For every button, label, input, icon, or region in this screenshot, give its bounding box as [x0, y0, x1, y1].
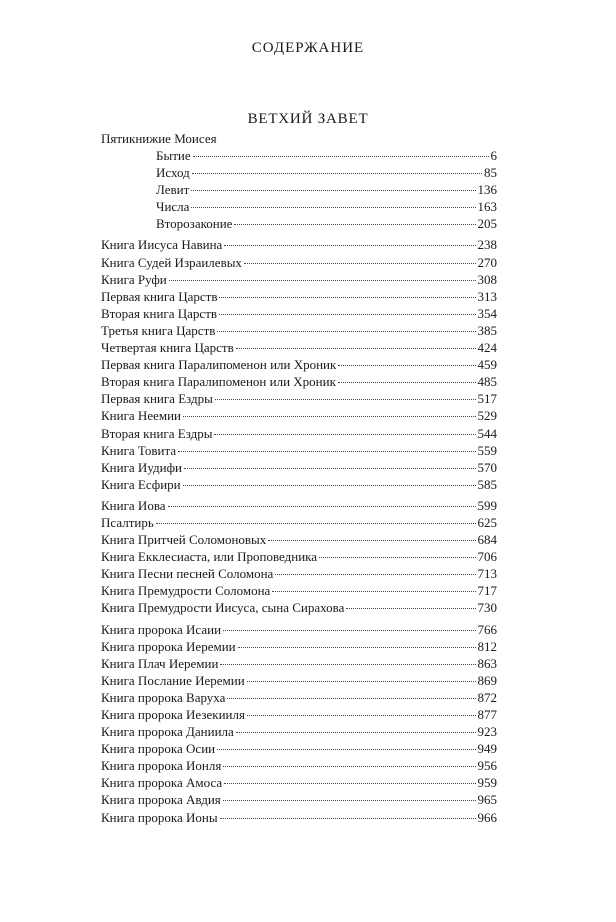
toc-entry-title: Первая книга Ездры: [101, 391, 213, 407]
toc-entry[interactable]: [101, 164, 497, 181]
toc-entry-title: Книга пророка Осии: [101, 741, 216, 757]
toc-entry-page: 599: [477, 497, 497, 513]
toc-entry-title: Книга пророка Иеремии: [101, 638, 236, 654]
toc-entry-title: Книга Плач Иеремии: [101, 655, 219, 671]
dot-leader: [214, 433, 475, 435]
toc-entry-title: Книга Судей Израилевых: [101, 254, 242, 270]
toc-entry[interactable]: [101, 339, 497, 356]
table-of-contents: [101, 130, 497, 830]
toc-entry-page: 966: [477, 809, 497, 825]
toc-entry-title: Левит: [156, 182, 190, 198]
toc-entry[interactable]: [101, 689, 497, 706]
toc-entry[interactable]: [101, 548, 497, 565]
dot-leader: [224, 782, 475, 784]
dot-leader: [223, 799, 476, 801]
dot-leader: [244, 262, 476, 264]
toc-entry-title: Книга Екклесиаста, или Проповедника: [101, 549, 318, 565]
toc-entry-title: Книга пророка Ионы: [101, 809, 218, 825]
toc-entry-page: 529: [477, 408, 497, 424]
toc-entry[interactable]: [101, 514, 497, 531]
dot-leader: [191, 189, 475, 191]
dot-leader: [220, 663, 475, 665]
pentateuch-group: [101, 130, 497, 232]
toc-entry-page: 313: [477, 288, 497, 304]
dot-leader: [183, 484, 476, 486]
toc-entry-page: 872: [477, 689, 497, 705]
toc-entry[interactable]: [101, 774, 497, 791]
toc-entry-page: 308: [477, 271, 497, 287]
toc-entry-page: 730: [477, 600, 497, 616]
toc-entry-page: 877: [477, 707, 497, 722]
toc-entry-title: Книга пророка Ионля: [101, 758, 222, 774]
toc-entry-page: 238: [477, 237, 497, 253]
toc-entry-page: 625: [477, 514, 497, 530]
pentateuch-items: [101, 147, 497, 232]
toc-entry-title: Книга Неемии: [101, 408, 182, 424]
toc-entry[interactable]: [101, 271, 497, 288]
dot-leader: [223, 629, 475, 631]
dot-leader: [183, 415, 475, 417]
dot-leader: [319, 556, 475, 558]
dot-leader: [191, 206, 475, 208]
toc-entry-title: Книга Послание Иеремии: [101, 672, 245, 688]
toc-entry-page: 956: [477, 758, 497, 774]
toc-entry[interactable]: [101, 407, 497, 424]
toc-entry-title: Вторая книга Паралипоменон или Хроник: [101, 374, 336, 390]
dot-leader: [184, 467, 476, 469]
toc-entry[interactable]: [101, 638, 497, 655]
toc-entry[interactable]: [101, 288, 497, 305]
toc-entry[interactable]: [101, 181, 497, 198]
toc-entry-title: Книга пророка Исаии: [101, 621, 222, 637]
toc-entry-page: 923: [477, 724, 497, 740]
toc-entry[interactable]: [101, 672, 497, 689]
toc-entry-title: Книга пророка Амоса: [101, 775, 223, 791]
toc-entry-title: Книга пророка Авдия: [101, 792, 221, 808]
toc-entry-page: 766: [477, 621, 497, 637]
dot-leader: [215, 398, 476, 400]
dot-leader: [193, 155, 489, 157]
dot-leader: [156, 522, 476, 524]
toc-entry-page: 354: [477, 305, 497, 321]
toc-entry-page: 965: [477, 792, 497, 808]
toc-entry[interactable]: [101, 706, 497, 723]
toc-group: [101, 497, 497, 617]
toc-entry[interactable]: [101, 390, 497, 407]
toc-entry-page: 6: [490, 148, 497, 163]
toc-entry-title: Книга Иудифи: [101, 459, 182, 475]
toc-entry-page: 424: [477, 340, 497, 356]
dot-leader: [217, 330, 475, 332]
toc-entry-page: 385: [477, 322, 497, 338]
toc-entry[interactable]: [101, 582, 497, 599]
toc-entry[interactable]: [101, 565, 497, 582]
dot-leader: [192, 172, 482, 174]
toc-entry-page: 959: [477, 775, 497, 791]
toc-entry[interactable]: [101, 757, 497, 774]
dot-leader: [217, 748, 475, 750]
toc-entry[interactable]: [101, 215, 497, 232]
toc-entry-page: 544: [477, 425, 497, 441]
toc-group: [101, 236, 497, 492]
toc-entry-title: Книга пророка Даниила: [101, 724, 234, 740]
toc-entry[interactable]: [101, 459, 497, 476]
toc-entry-title: Первая книга Царств: [101, 288, 218, 304]
toc-entry-page: 949: [477, 741, 497, 757]
dot-leader: [275, 573, 475, 575]
toc-entry-title: Книга Руфи: [101, 271, 167, 287]
dot-leader: [219, 313, 475, 315]
toc-entry[interactable]: [101, 198, 497, 215]
toc-entry[interactable]: [101, 147, 497, 164]
toc-entry[interactable]: [101, 373, 497, 390]
dot-leader: [268, 539, 475, 541]
toc-entry[interactable]: [101, 740, 497, 757]
toc-entry-page: 270: [477, 254, 497, 270]
toc-entry-page: 205: [477, 216, 497, 232]
toc-entry[interactable]: [101, 254, 497, 271]
dot-leader: [236, 731, 476, 733]
dot-leader: [346, 607, 475, 609]
toc-entry[interactable]: [101, 791, 497, 808]
toc-entry-page: 717: [477, 583, 497, 599]
toc-entry-title: Четвертая книга Царств: [101, 340, 234, 356]
toc-entry[interactable]: [101, 305, 497, 322]
dot-leader: [236, 347, 476, 349]
toc-entry-page: 863: [477, 655, 497, 671]
page-title: СОДЕРЖАНИЕ: [251, 40, 365, 56]
dot-leader: [247, 680, 476, 682]
toc-entry-title: Бытие: [156, 148, 191, 163]
toc-entry-title: Числа: [156, 199, 190, 215]
toc-entry-title: Книга Песни песней Соломона: [101, 566, 274, 582]
toc-entry-title: Первая книга Паралипоменон или Хроник: [101, 357, 337, 373]
toc-entry-page: 559: [477, 442, 497, 458]
toc-entry-title: Книга Иисуса Навина: [101, 237, 223, 253]
toc-entry[interactable]: [101, 356, 497, 373]
toc-entry[interactable]: [101, 497, 497, 514]
toc-entry-page: 869: [477, 672, 497, 688]
toc-entry-page: 713: [477, 566, 497, 582]
toc-entry-title: Книга Есфири: [101, 476, 181, 492]
toc-entry-title: Книга Товита: [101, 442, 177, 458]
toc-entry-title: Книга пророка Иезекииля: [101, 707, 245, 722]
toc-groups: [101, 236, 497, 825]
dot-leader: [178, 450, 475, 452]
toc-entry[interactable]: [101, 425, 497, 442]
toc-entry-page: 585: [477, 476, 497, 492]
toc-entry-title: Книга Премудрости Соломона: [101, 583, 271, 599]
toc-entry-page: 706: [477, 549, 497, 565]
toc-entry-title: Книга пророка Варуха: [101, 689, 226, 705]
toc-entry[interactable]: [101, 809, 497, 826]
toc-entry[interactable]: [101, 442, 497, 459]
dot-leader: [224, 244, 475, 246]
toc-entry[interactable]: [101, 476, 497, 493]
dot-leader: [223, 765, 475, 767]
dot-leader: [169, 279, 476, 281]
toc-entry[interactable]: [101, 655, 497, 672]
toc-entry-title: Вторая книга Ездры: [101, 425, 213, 441]
dot-leader: [247, 714, 476, 716]
dot-leader: [238, 646, 476, 648]
toc-group: [101, 621, 497, 826]
dot-leader: [220, 817, 476, 819]
toc-entry-title: Третья книга Царств: [101, 322, 216, 338]
toc-entry-page: 517: [477, 391, 497, 407]
dot-leader: [338, 381, 476, 383]
toc-entry-page: 459: [477, 357, 497, 373]
toc-entry-title: Второзаконие: [156, 216, 233, 232]
toc-entry-page: 812: [477, 638, 497, 654]
toc-entry[interactable]: [101, 599, 497, 616]
dot-leader: [234, 223, 475, 225]
section-title: ВЕТХИЙ ЗАВЕТ: [247, 111, 369, 127]
dot-leader: [219, 296, 475, 298]
toc-entry-title: Исход: [156, 165, 190, 181]
toc-entry-page: 570: [477, 459, 497, 475]
dot-leader: [272, 590, 475, 592]
toc-entry-title: Книга Притчей Соломоновых: [101, 532, 267, 548]
toc-entry[interactable]: [101, 236, 497, 253]
toc-entry-page: 85: [484, 165, 497, 181]
toc-entry-page: 684: [477, 532, 497, 548]
toc-entry[interactable]: [101, 531, 497, 548]
dot-leader: [168, 505, 476, 507]
toc-entry[interactable]: [101, 723, 497, 740]
toc-entry[interactable]: [101, 322, 497, 339]
toc-entry[interactable]: [101, 621, 497, 638]
dot-leader: [338, 364, 475, 366]
toc-entry-title: Вторая книга Царств: [101, 305, 218, 321]
toc-entry-page: 136: [477, 182, 497, 198]
toc-entry-title: Псалтирь: [101, 514, 154, 530]
toc-entry-page: 163: [477, 199, 497, 215]
pentateuch-heading: Пятикнижие Моисея: [101, 131, 217, 146]
toc-entry-title: Книга Премудрости Иисуса, сына Сирахова: [101, 600, 345, 616]
toc-entry-title: Книга Иова: [101, 497, 166, 513]
toc-entry-page: 485: [477, 374, 497, 390]
dot-leader: [227, 697, 475, 699]
